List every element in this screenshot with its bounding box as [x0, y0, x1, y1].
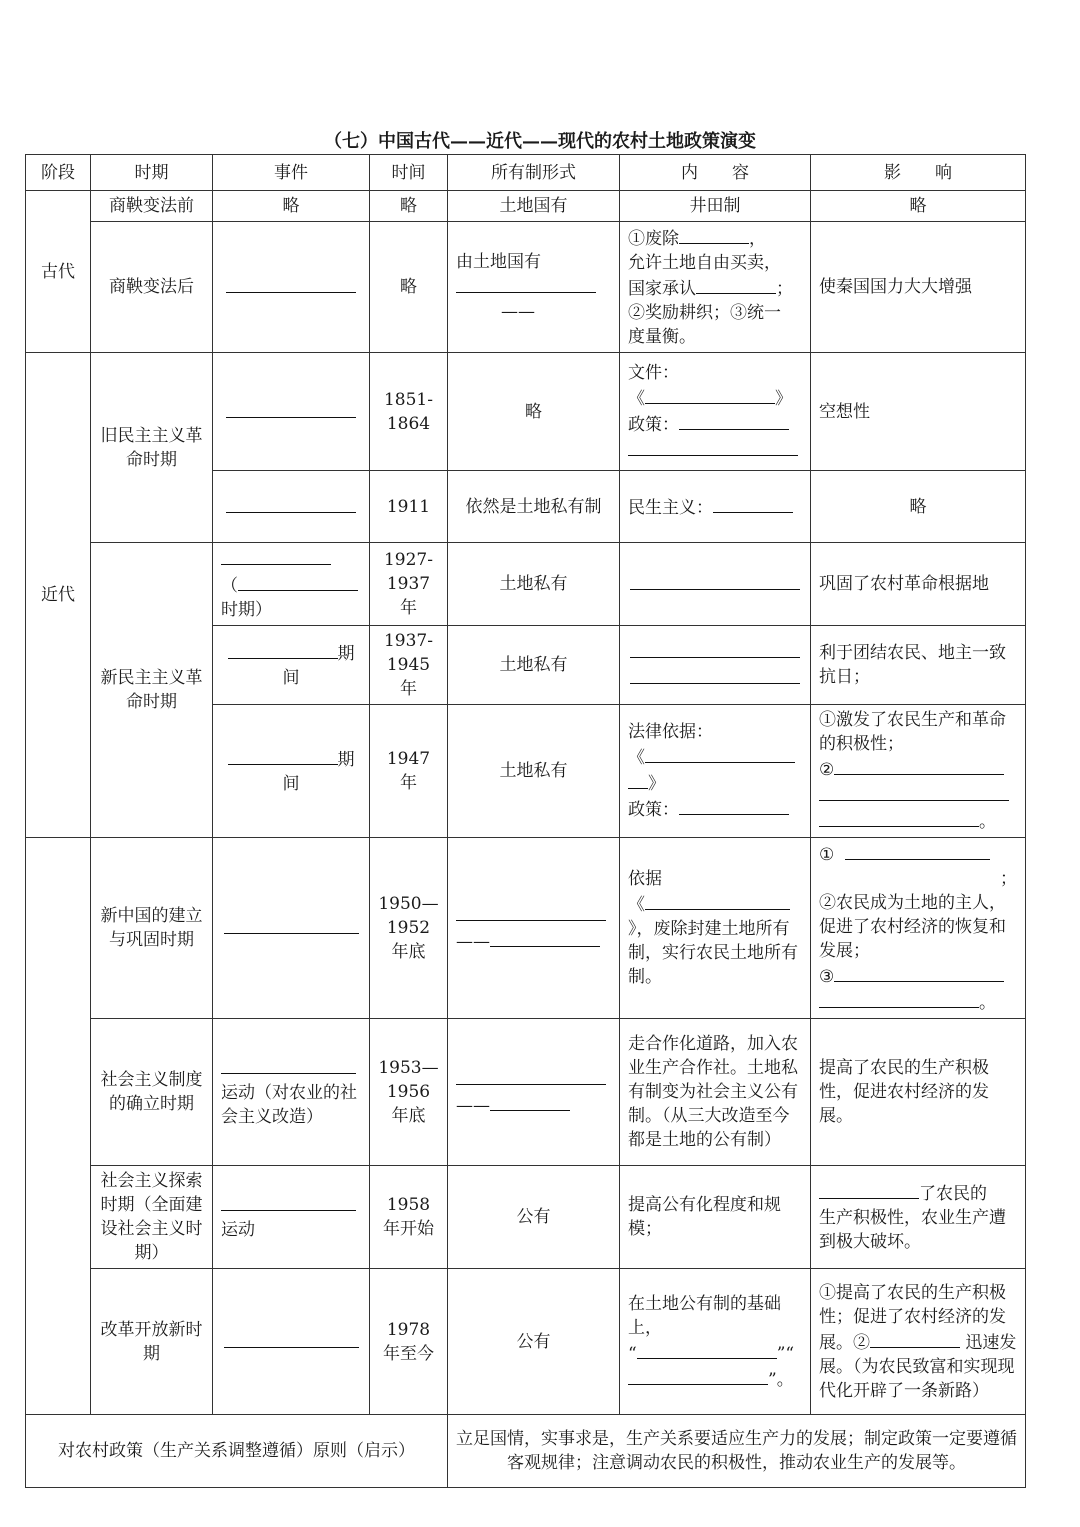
impact-line — [819, 782, 1017, 808]
time-cell: 1953—1956 年底 — [370, 1019, 448, 1166]
stage-contemporary — [26, 838, 91, 1415]
content-cell — [620, 626, 811, 705]
header-impact: 影 响 — [811, 155, 1026, 191]
impact-text: 。 — [979, 993, 996, 1013]
event-line — [221, 1192, 361, 1218]
fill-blank[interactable] — [490, 1092, 570, 1111]
ownership-cell — [448, 222, 620, 353]
impact-text: ③ — [819, 967, 835, 987]
event-cell — [213, 1019, 370, 1166]
event-line — [221, 1055, 361, 1081]
content-cell — [620, 353, 811, 471]
content-line — [628, 665, 802, 691]
fill-blank[interactable] — [456, 274, 596, 293]
impact-cell: 使秦国国力大大增强 — [811, 222, 1026, 353]
content-cell — [620, 222, 811, 353]
impact-cell: 空想性 — [811, 353, 1026, 471]
time-cell: 略 — [370, 191, 448, 222]
impact-cell — [811, 705, 1026, 838]
table-row — [26, 222, 1026, 353]
fill-blank[interactable] — [630, 639, 800, 658]
fill-blank[interactable] — [819, 989, 979, 1008]
impact-text: ①提高了农民的生产积极性；促进了农村经济的发展。② — [819, 1282, 1006, 1353]
fill-blank[interactable] — [645, 385, 775, 404]
period-cell: 社会主义探索时期（全面建设社会主义时期） — [91, 1166, 213, 1269]
ownership-line — [456, 928, 611, 954]
fill-blank[interactable] — [628, 1366, 768, 1385]
impact-text: 了农民的 — [919, 1184, 987, 1204]
ownership-cell — [448, 838, 620, 1019]
event-text: 时期） — [221, 600, 272, 620]
event-cell — [213, 705, 370, 838]
event-line — [221, 572, 361, 598]
event-text: 间 — [282, 668, 300, 688]
content-text: 《 — [628, 388, 645, 409]
impact-text: 迅速发展。（为农民致富和实现现代化开辟了一条新路） — [819, 1332, 1017, 1401]
fill-blank[interactable] — [456, 902, 606, 921]
fill-blank[interactable] — [490, 928, 600, 947]
ownership-cell: 土地私有 — [448, 626, 620, 705]
impact-cell — [811, 838, 1026, 1019]
event-cell — [213, 626, 370, 705]
impact-line — [819, 989, 1017, 1015]
ownership-cell: 公有 — [448, 1166, 620, 1269]
content-text: 民生主义： — [628, 497, 713, 518]
fill-blank[interactable] — [819, 782, 1009, 801]
impact-cell: 提高了农民的生产积极性，促进农村经济的发展。 — [811, 1019, 1026, 1166]
content-text: ”“ — [776, 1343, 795, 1364]
ownership-line — [456, 274, 611, 300]
content-text: 国家承认 — [628, 279, 696, 299]
content-text: 》 — [648, 774, 665, 794]
impact-text: ①激发了农民生产和革命的积极性； — [819, 710, 1006, 754]
event-text: 运动（对农业的社会主义改造） — [221, 1083, 357, 1127]
content-line — [628, 1366, 802, 1392]
ownership-cell: 略 — [448, 353, 620, 471]
ownership-cell: 公有 — [448, 1269, 620, 1415]
fill-blank[interactable] — [679, 411, 789, 430]
fill-blank[interactable] — [819, 1180, 919, 1199]
fill-blank[interactable] — [870, 1329, 960, 1348]
land-policy-table — [25, 154, 1026, 1488]
impact-text: ； — [1000, 869, 1017, 889]
content-line — [628, 796, 802, 822]
table-row — [26, 1166, 1026, 1269]
fill-blank[interactable] — [228, 640, 338, 659]
impact-line — [819, 963, 1017, 989]
content-cell: 井田制 — [620, 191, 811, 222]
content-text: 《 — [628, 895, 645, 915]
impact-text: 。 — [979, 812, 996, 832]
event-cell — [213, 1269, 370, 1415]
period-cell: 商鞅变法前 — [91, 191, 213, 222]
time-cell: 1851-1864 — [370, 353, 448, 471]
header-row — [26, 155, 1026, 191]
content-line — [628, 225, 802, 251]
time-cell: 1947 年 — [370, 705, 448, 838]
content-text: 》 — [775, 388, 792, 409]
impact-text: 生产积极性，农业生产遭到极大破坏。 — [819, 1208, 1006, 1252]
impact-cell: 略 — [811, 191, 1026, 222]
impact-line — [819, 841, 1017, 867]
ownership-line — [456, 1066, 611, 1092]
fill-blank[interactable] — [221, 546, 331, 565]
time-cell: 1958 年开始 — [370, 1166, 448, 1269]
ownership-dash: —— — [501, 302, 535, 322]
stage-modern: 近代 — [26, 353, 91, 838]
content-cell — [620, 471, 811, 543]
period-cell: 新中国的建立与巩固时期 — [91, 838, 213, 1019]
table-row — [26, 191, 1026, 222]
event-line — [221, 546, 361, 572]
content-cell — [620, 1269, 811, 1415]
content-text: 》，废除封建土地所有制，实行农民土地所有制。 — [628, 919, 798, 987]
ownership-line — [456, 1092, 611, 1118]
header-content: 内 容 — [620, 155, 811, 191]
ownership-cell: 依然是土地私有制 — [448, 471, 620, 543]
content-cell — [620, 543, 811, 626]
footer-label: 对农村政策（生产关系调整遵循）原则（启示） — [26, 1415, 448, 1488]
time-cell: 1937-1945 年 — [370, 626, 448, 705]
fill-blank[interactable] — [221, 1055, 356, 1074]
ownership-cell: 土地私有 — [448, 543, 620, 626]
fill-blank[interactable] — [238, 572, 358, 591]
ownership-text: 由土地国有 — [456, 252, 541, 272]
content-text: ②奖励耕织；③统一 — [628, 303, 781, 323]
table-row — [26, 1269, 1026, 1415]
fill-blank[interactable] — [834, 756, 1004, 775]
header-ownership: 所有制形式 — [448, 155, 620, 191]
fill-blank[interactable] — [226, 494, 356, 513]
fill-blank[interactable] — [226, 399, 356, 418]
event-text: 运动 — [221, 1220, 255, 1240]
content-text: 度量衡。 — [628, 327, 696, 347]
impact-line — [819, 1180, 1017, 1206]
header-stage: 阶段 — [26, 155, 91, 191]
fill-blank[interactable] — [713, 494, 793, 513]
content-text: ”。 — [768, 1369, 794, 1390]
event-cell — [213, 353, 370, 471]
time-cell: 1911 — [370, 471, 448, 543]
event-line — [221, 640, 361, 666]
time-cell: 1978 年至今 — [370, 1269, 448, 1415]
event-text: 期 — [337, 750, 355, 770]
fill-blank[interactable] — [819, 808, 979, 827]
ownership-text: —— — [456, 1096, 490, 1116]
time-cell: 略 — [370, 222, 448, 353]
fill-blank[interactable] — [456, 1066, 606, 1085]
content-text: 政策： — [628, 800, 679, 820]
impact-cell — [811, 1269, 1026, 1415]
content-text: 政策： — [628, 414, 679, 435]
impact-line — [819, 756, 1017, 782]
content-line — [628, 770, 802, 796]
fill-blank[interactable] — [679, 796, 789, 815]
content-cell — [620, 838, 811, 1019]
event-cell — [213, 222, 370, 353]
content-text: ①废除 — [628, 229, 679, 249]
table-row — [26, 353, 1026, 471]
content-text: 法律依据： — [628, 722, 713, 742]
impact-cell: 略 — [811, 471, 1026, 543]
fill-blank[interactable] — [224, 1329, 359, 1348]
content-line — [628, 385, 802, 411]
footer-text: 立足国情，实事求是，生产关系要适应生产力的发展；制定政策一定要遵循客观规律；注意调动农民的积极性，推动农业生产的发展等。 — [448, 1415, 1026, 1488]
footer-row — [26, 1415, 1026, 1488]
table-row — [26, 1019, 1026, 1166]
content-line — [628, 744, 802, 770]
fill-blank[interactable] — [679, 225, 749, 244]
fill-blank[interactable] — [228, 746, 338, 765]
ownership-text: —— — [456, 932, 490, 952]
fill-blank[interactable] — [637, 1340, 777, 1359]
impact-line — [819, 808, 1017, 834]
stage-ancient: 古代 — [26, 191, 91, 353]
ownership-cell: 土地国有 — [448, 191, 620, 222]
fill-blank[interactable] — [221, 1192, 356, 1211]
event-cell: 略 — [213, 191, 370, 222]
event-line — [221, 746, 361, 772]
fill-blank[interactable] — [630, 665, 800, 684]
content-text: 依据 — [628, 869, 662, 889]
fill-blank[interactable] — [224, 915, 359, 934]
table-row — [26, 838, 1026, 1019]
header-event: 事件 — [213, 155, 370, 191]
event-cell — [213, 543, 370, 626]
page-title: （七）中国古代——近代——现代的农村土地政策演变 — [324, 131, 756, 152]
impact-text: ② — [819, 760, 835, 780]
period-cell: 改革开放新时期 — [91, 1269, 213, 1415]
content-line — [628, 639, 802, 665]
impact-cell: 巩固了农村革命根据地 — [811, 543, 1026, 626]
impact-cell — [811, 1166, 1026, 1269]
header-time: 时间 — [370, 155, 448, 191]
content-text: “ — [628, 1343, 637, 1364]
time-cell: 1950—1952 年底 — [370, 838, 448, 1019]
content-line — [628, 275, 802, 301]
content-line — [628, 411, 802, 437]
fill-blank[interactable] — [226, 274, 356, 293]
ownership-line — [456, 902, 611, 928]
fill-blank[interactable] — [628, 770, 648, 789]
content-line — [628, 1340, 802, 1366]
fill-blank[interactable] — [628, 437, 798, 456]
content-text: 文件： — [628, 362, 679, 383]
content-text: ， — [749, 229, 766, 249]
fill-blank[interactable] — [645, 891, 790, 910]
content-cell: 提高公有化程度和规模； — [620, 1166, 811, 1269]
content-text: ； — [776, 279, 793, 299]
impact-text: ① — [819, 845, 835, 865]
fill-blank[interactable] — [645, 744, 795, 763]
content-cell — [620, 705, 811, 838]
content-text: 允许土地自由买卖， — [628, 253, 781, 273]
content-text: 在土地公有制的基础上， — [628, 1293, 781, 1338]
content-line — [628, 891, 802, 917]
header-period: 时期 — [91, 155, 213, 191]
event-text: （ — [221, 576, 238, 596]
event-cell — [213, 838, 370, 1019]
content-text: 《 — [628, 748, 645, 768]
impact-text: ②农民成为土地的主人，促进了农村经济的恢复和发展； — [819, 893, 1006, 961]
impact-cell: 利于团结农民、地主一致抗日； — [811, 626, 1026, 705]
event-cell — [213, 1166, 370, 1269]
fill-blank[interactable] — [696, 275, 776, 294]
fill-blank[interactable] — [845, 841, 990, 860]
time-cell: 1927-1937 年 — [370, 543, 448, 626]
table-row — [26, 543, 1026, 626]
event-cell — [213, 471, 370, 543]
ownership-cell: 土地私有 — [448, 705, 620, 838]
content-line — [628, 437, 802, 463]
fill-blank[interactable] — [630, 571, 800, 590]
fill-blank[interactable] — [834, 963, 1004, 982]
period-old-democratic: 旧民主主义革命时期 — [91, 353, 213, 543]
period-cell: 商鞅变法后 — [91, 222, 213, 353]
ownership-cell — [448, 1019, 620, 1166]
content-cell: 走合作化道路，加入农业生产合作社。土地私有制变为社会主义公有制。（从三大改造至今都是土地的公有制） — [620, 1019, 811, 1166]
event-text: 间 — [282, 774, 300, 794]
period-cell: 社会主义制度的确立时期 — [91, 1019, 213, 1166]
period-new-democratic: 新民主主义革命时期 — [91, 543, 213, 838]
event-text: 期 — [337, 644, 355, 664]
